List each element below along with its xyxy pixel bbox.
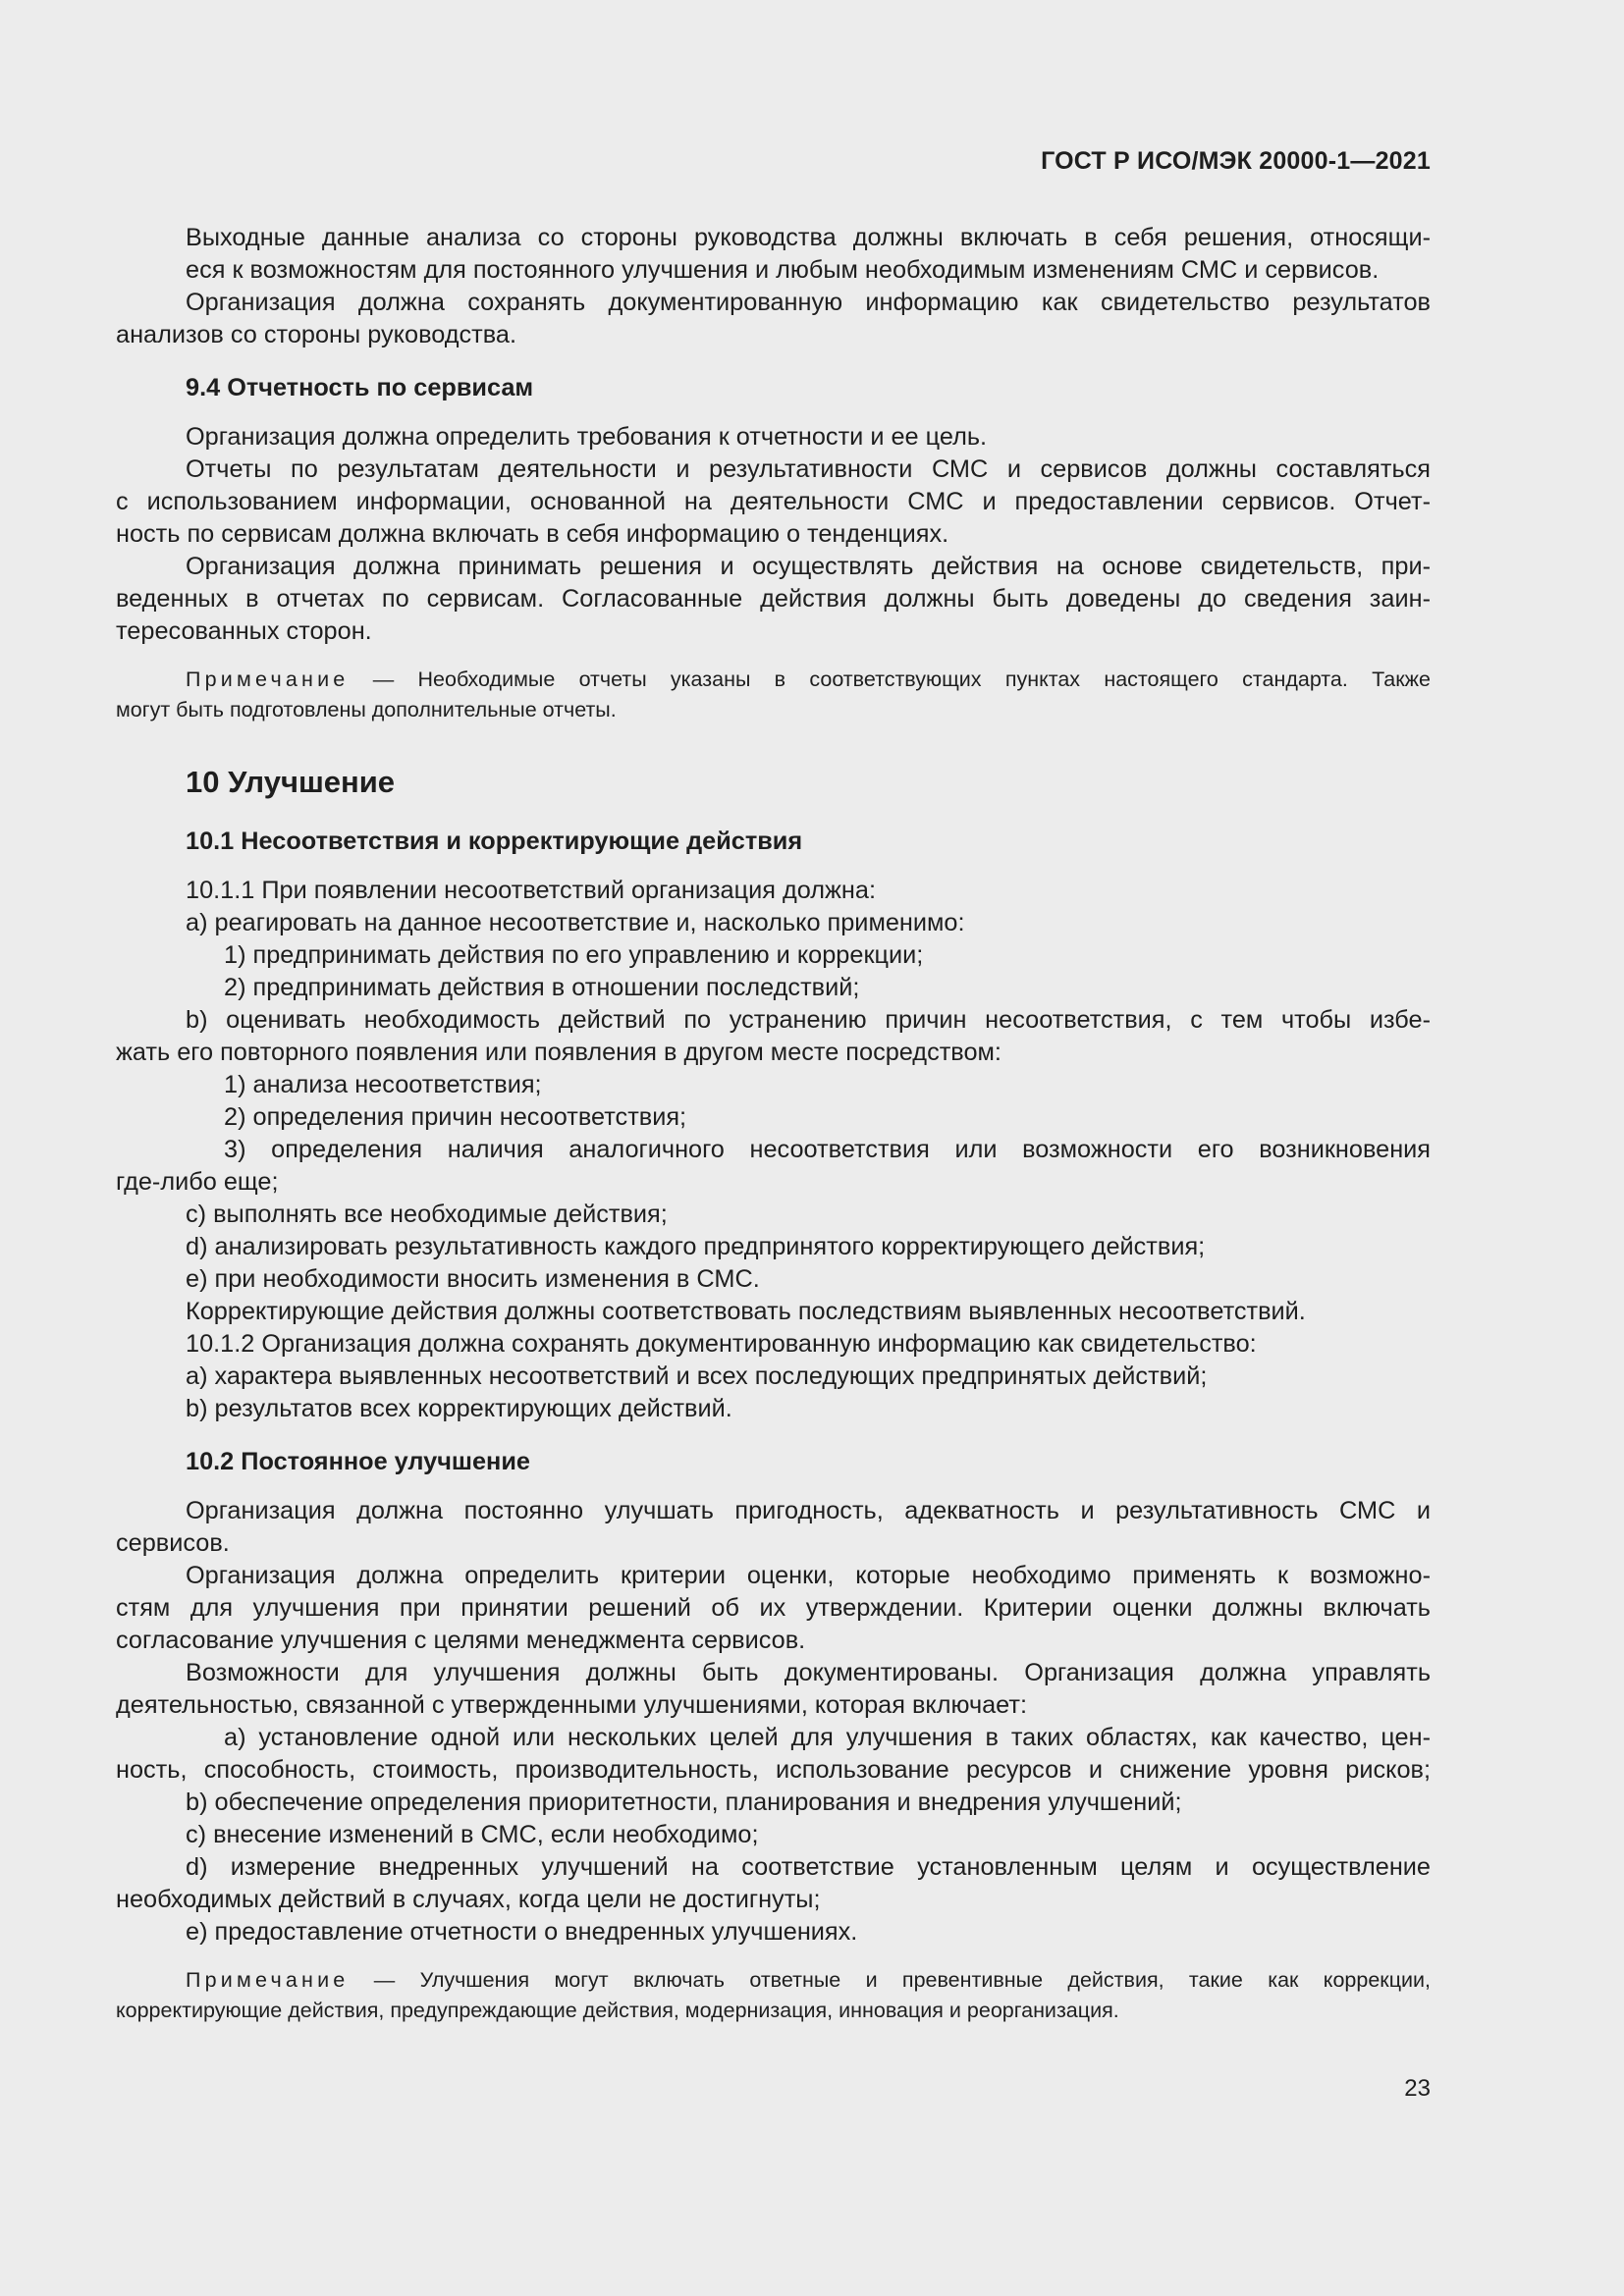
text-line: еся к возможностям для постоянного улучшения и любым необходимым изменениям СМС и сервисов. [186, 256, 1380, 284]
list-item: c) выполнять все необходимые действия; [186, 1201, 668, 1228]
note-label: Примечание [186, 667, 350, 691]
text-line: Организация должна принимать решения и осуществлять действия на основе свидетельств, при- [186, 553, 1431, 580]
text-line: Организация должна определить критерии оценки, которые необходимо применять к возможно- [186, 1562, 1431, 1589]
text-line [116, 665, 1431, 695]
note-text: — Улучшения могут включать ответные и превентивные действия, такие как коррекции, [349, 1968, 1431, 1992]
section-heading-9-4: 9.4 Отчетность по сервисам [186, 374, 534, 401]
text-line: Возможности для улучшения должны быть документированы. Организация должна управлять [186, 1659, 1431, 1686]
list-item: 2) предпринимать действия в отношении последствий; [224, 974, 860, 1001]
text-line: корректирующие действия, предупреждающие действия, модернизация, инновация и реорганизация. [116, 1999, 1119, 2022]
text-line: с использованием информации, основанной на деятельности СМС и предоставлении сервисов. Отчет- [116, 488, 1431, 515]
list-item: e) при необходимости вносить изменения в СМС. [186, 1265, 760, 1293]
section-heading-10-1: 10.1 Несоответствия и корректирующие действия [186, 828, 803, 855]
text-line: могут быть подготовлены дополнительные отчеты. [116, 698, 617, 721]
document-body [116, 222, 1431, 2026]
text-line [116, 1965, 1431, 1996]
note-block [116, 665, 1431, 725]
text-line: необходимых действий в случаях, когда цели не достигнуты; [116, 1886, 821, 1913]
document-header: ГОСТ Р ИСО/МЭК 20000-1—2021 [1041, 147, 1431, 175]
text-line: Организация должна сохранять документированную информацию как свидетельство результатов [186, 289, 1431, 316]
text-line: стям для улучшения при принятии решений об их утверждении. Критерии оценки должны включать [116, 1594, 1431, 1622]
text-line: Организация должна определить требования к отчетности и ее цель. [186, 423, 988, 451]
paragraph [116, 222, 1431, 287]
text-line: анализов со стороны руководства. [116, 321, 516, 348]
paragraph [116, 454, 1431, 551]
paragraph [116, 551, 1431, 648]
list-block [116, 1495, 1431, 1949]
text-line: согласование улучшения с целями менеджмента сервисов. [116, 1627, 806, 1654]
list-item: a) реагировать на данное несоответствие и, насколько применимо: [186, 909, 965, 936]
list-item: e) предоставление отчетности о внедренных улучшениях. [186, 1918, 858, 1946]
text-line: где-либо еще; [116, 1168, 279, 1196]
list-item: b) оценивать необходимость действий по устранению причин несоответствия, с тем чтобы избе- [186, 1006, 1431, 1034]
list-item: 2) определения причин несоответствия; [224, 1103, 687, 1131]
list-item: 10.1.2 Организация должна сохранять документированную информацию как свидетельство: [186, 1330, 1257, 1358]
text-line: Выходные данные анализа со стороны руководства должны включать в себя решения, относящи- [186, 224, 1431, 251]
paragraph [116, 421, 1431, 454]
text-line: жать его повторного появления или появления в другом месте посредством: [116, 1039, 1001, 1066]
list-item: 10.1.1 При появлении несоответствий организация должна: [186, 877, 876, 904]
text-line: Отчеты по результатам деятельности и результативности СМС и сервисов должны составляться [186, 455, 1431, 483]
section-heading-10-2: 10.2 Постоянное улучшение [186, 1448, 530, 1475]
list-item: d) измерение внедренных улучшений на соответствие установленным целям и осуществление [186, 1853, 1431, 1881]
list-item: d) анализировать результативность каждого предпринятого корректирующего действия; [186, 1233, 1206, 1260]
section-heading-10: 10 Улучшение [186, 765, 396, 799]
paragraph-line: Корректирующие действия должны соответствовать последствиям выявленных несоответствий. [186, 1298, 1306, 1325]
text-line: сервисов. [116, 1529, 230, 1557]
note-text: — Необходимые отчеты указаны в соответствующих пунктах настоящего стандарта. Также [349, 667, 1431, 691]
list-item: 1) предпринимать действия по его управлению и коррекции; [224, 941, 924, 969]
page-number: 23 [1404, 2075, 1431, 2102]
list-item: c) внесение изменений в СМС, если необходимо; [186, 1821, 759, 1848]
text-line: тересованных сторон. [116, 617, 372, 645]
text-line: Организация должна постоянно улучшать пригодность, адекватность и результативность СМС и [186, 1497, 1431, 1524]
text-line: деятельностью, связанной с утвержденными улучшениями, которая включает: [116, 1691, 1028, 1719]
text-line: веденных в отчетах по сервисам. Согласованные действия должны быть доведены до сведения заин- [116, 585, 1431, 613]
list-item: b) результатов всех корректирующих действий. [186, 1395, 732, 1422]
note-label: Примечание [186, 1968, 350, 1992]
list-item: 1) анализа несоответствия; [224, 1071, 542, 1098]
list-item: a) установление одной или нескольких целей для улучшения в таких областях, как качество, цен- [224, 1724, 1431, 1751]
paragraph [116, 287, 1431, 351]
text-line: ность, способность, стоимость, производительность, использование ресурсов и снижение уровня рисков; [116, 1756, 1431, 1784]
list-block [116, 875, 1431, 1425]
list-item: b) обеспечение определения приоритетности, планирования и внедрения улучшений; [186, 1789, 1182, 1816]
note-block [116, 1965, 1431, 2026]
text-line: ность по сервисам должна включать в себя информацию о тенденциях. [116, 520, 949, 548]
document-page [116, 0, 1431, 2296]
list-item: 3) определения наличия аналогичного несоответствия или возможности его возникновения [224, 1136, 1431, 1163]
list-item: a) характера выявленных несоответствий и всех последующих предпринятых действий; [186, 1362, 1208, 1390]
